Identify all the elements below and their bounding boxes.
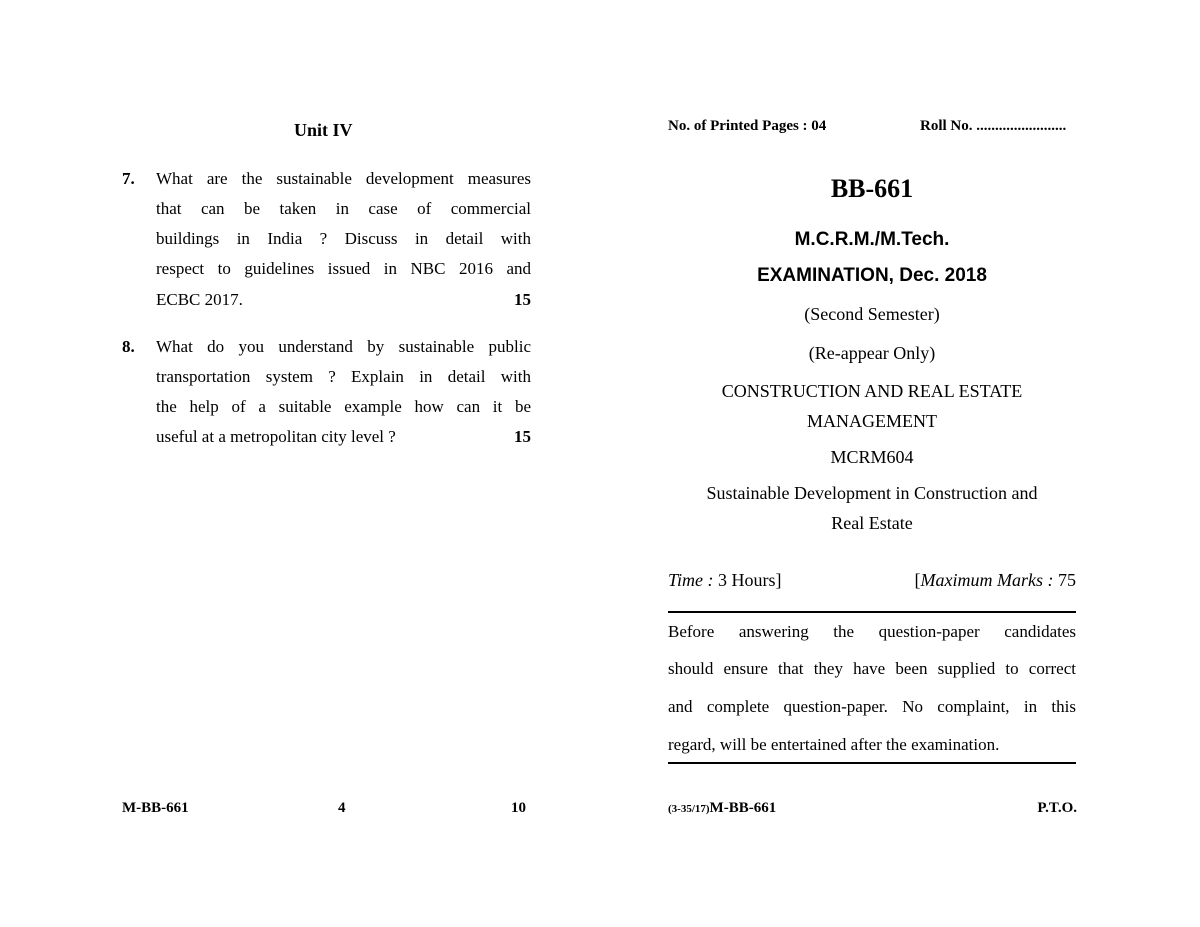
footer-prefix: (3-35/17) <box>668 803 710 815</box>
question-text-line: What do you understand by sustainable public <box>156 337 531 356</box>
time-value: 3 Hours <box>718 570 776 590</box>
footer-code-right <box>668 800 776 817</box>
question-marks: 15 <box>514 427 531 446</box>
marks-value: 75 <box>1058 570 1076 590</box>
question-number: 7. <box>122 169 135 188</box>
unit-heading: Unit IV <box>294 120 353 140</box>
question-text-line: the help of a suitable example how can it be <box>156 397 531 416</box>
paper-title-line: Sustainable Development in Construction and <box>706 483 1038 503</box>
semester: (Second Semester) <box>804 304 940 324</box>
pto-label: P.T.O. <box>1037 800 1077 816</box>
time-bracket: ] <box>775 570 782 590</box>
footer-count: 10 <box>511 800 526 816</box>
marks-label: Maximum Marks : <box>920 570 1058 590</box>
time-label: Time : <box>668 570 719 590</box>
instruction-line: should ensure that they have been supplied to correct <box>668 659 1076 678</box>
footer-code: M-BB-661 <box>709 800 777 816</box>
question-text-line: useful at a metropolitan city level ? <box>156 427 396 446</box>
time-duration <box>668 570 782 591</box>
instruction-line: and complete question-paper. No complaint, in this <box>668 697 1076 716</box>
question-text-line: respect to guidelines issued in NBC 2016 and <box>156 259 531 278</box>
subject-code: MCRM604 <box>830 447 914 467</box>
instruction-line: regard, will be entertained after the examination. <box>668 735 1000 754</box>
printed-pages: No. of Printed Pages : 04 <box>668 118 827 134</box>
question-text-line: ECBC 2017. <box>156 290 243 309</box>
paper-title-line: Real Estate <box>831 513 913 533</box>
divider-bottom <box>668 762 1076 764</box>
footer-code: M-BB-661 <box>122 800 189 816</box>
maximum-marks <box>900 570 1076 591</box>
reappear: (Re-appear Only) <box>808 343 936 363</box>
subject-line: CONSTRUCTION AND REAL ESTATE <box>721 381 1023 401</box>
question-marks: 15 <box>514 290 531 309</box>
course-title: M.C.R.M./M.Tech. <box>794 229 950 250</box>
marks-bracket: [ <box>914 570 921 590</box>
question-number: 8. <box>122 337 135 356</box>
question-text-line: What are the sustainable development measures <box>156 169 531 188</box>
question-text-line: buildings in India ? Discuss in detail with <box>156 229 531 248</box>
divider-top <box>668 611 1076 613</box>
subject-line: MANAGEMENT <box>807 411 937 431</box>
exam-title: EXAMINATION, Dec. 2018 <box>757 265 987 286</box>
paper-code: BB-661 <box>830 174 914 203</box>
question-text-line: that can be taken in case of commercial <box>156 199 531 218</box>
footer-page-number: 4 <box>338 800 346 816</box>
roll-number: Roll No. ........................ <box>920 118 1067 134</box>
question-text-line: transportation system ? Explain in detail with <box>156 367 531 386</box>
instruction-line: Before answering the question-paper candidates <box>668 622 1076 641</box>
